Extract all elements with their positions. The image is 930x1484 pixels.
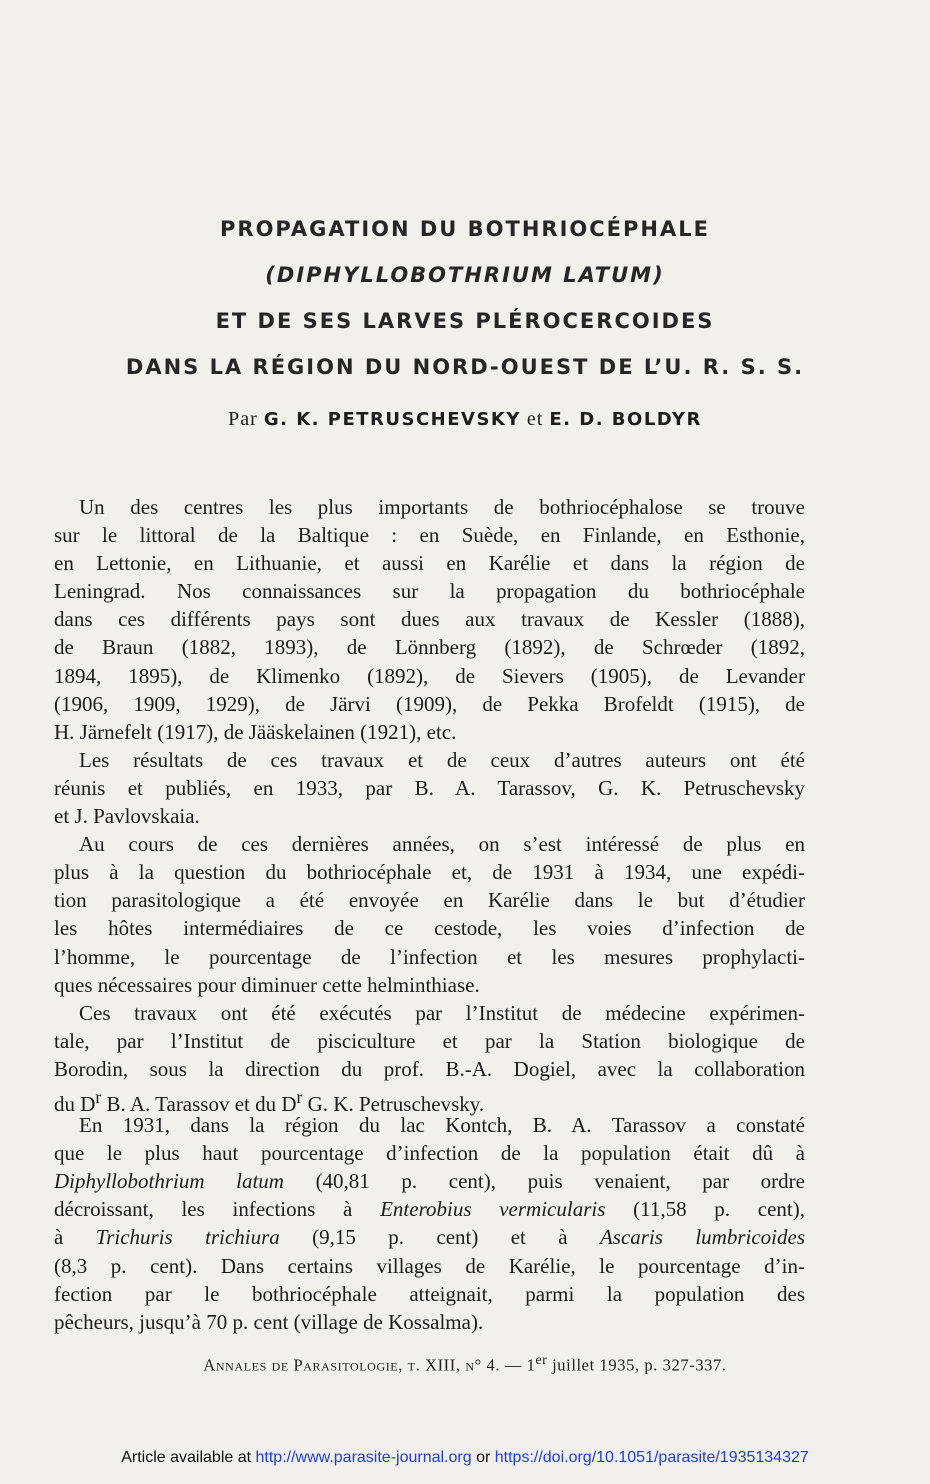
text-run: à xyxy=(54,1225,96,1250)
body-line: (1906, 1909, 1929), de Järvi (1909), de Pekka Brofeldt (1915), de xyxy=(54,691,805,716)
title-line-4: DANS LA RÉGION DU NORD-OUEST DE L’U. R. S. S. xyxy=(125,355,805,379)
body-line: que le plus haut pourcentage d’infection de la population était dû à xyxy=(54,1141,805,1166)
body-line: pêcheurs, jusqu’à 70 p. cent (village de Kossalma). xyxy=(54,1309,484,1334)
body-line: Un des centres les plus importants de bothriocéphalose se trouve xyxy=(79,495,805,519)
body-line xyxy=(54,1223,805,1251)
text-run: G. K. Petruschevsky. xyxy=(302,1091,485,1116)
text-run: (9,15 p. cent) et à xyxy=(279,1225,600,1250)
citation-date: juillet 1935, p. 327-337. xyxy=(547,1355,727,1375)
body-line: fection par le bothriocéphale atteignait, parmi la population des xyxy=(54,1281,805,1306)
body-line: en Lettonie, en Lithuanie, et aussi en Karélie et dans la région de xyxy=(54,551,805,576)
byline xyxy=(0,408,930,431)
body-line: 1894, 1895), de Klimenko (1892), de Sievers (1905), de Levander xyxy=(54,663,805,688)
byline-et: et xyxy=(526,408,544,430)
species-name: Diphyllobothrium latum xyxy=(54,1169,284,1194)
body-line xyxy=(54,1083,805,1116)
superscript: er xyxy=(535,1352,548,1367)
title-line-1: PROPAGATION DU BOTHRIOCÉPHALE xyxy=(220,217,710,241)
byline-par: Par xyxy=(228,408,258,430)
author-1: G. K. PETRUSCHEVSKY xyxy=(263,409,521,430)
text-run: (40,81 p. cent), puis venaient, par ordre xyxy=(283,1169,805,1194)
citation-journal: Annales de Parasitologie, t. XIII, n° 4. — 1 xyxy=(203,1355,536,1375)
journal-link[interactable]: http://www.parasite-journal.org xyxy=(255,1449,472,1466)
body-line: Borodin, sous la direction du prof. B.-A. Dogiel, avec la collaboration xyxy=(54,1056,805,1081)
body-line xyxy=(54,1195,805,1223)
article-title xyxy=(0,206,930,390)
title-line-2: (DIPHYLLOBOTHRIUM LATUM) xyxy=(265,263,665,287)
availability-or: or xyxy=(471,1449,495,1466)
text-run: B. A. Tarassov et du D xyxy=(101,1091,297,1116)
body-line: sur le littoral de la Baltique : en Suède, en Finlande, en Esthonie, xyxy=(54,523,805,548)
journal-citation xyxy=(0,1352,930,1376)
superscript: r xyxy=(296,1086,303,1107)
title-line-3: ET DE SES LARVES PLÉROCERCOIDES xyxy=(215,309,715,333)
doi-link[interactable]: https://doi.org/10.1051/parasite/1935134327 xyxy=(494,1449,809,1466)
body-line: de Braun (1882, 1893), de Lönnberg (1892), de Schrœder (1892, xyxy=(54,635,805,660)
body-line: les hôtes intermédiaires de ce cestode, les voies d’infection de xyxy=(54,916,805,941)
text-run: (11,58 p. cent), xyxy=(605,1197,805,1222)
body-text xyxy=(54,493,805,1336)
body-line: plus à la question du bothriocéphale et, de 1931 à 1934, une expédi- xyxy=(54,860,805,885)
author-2: E. D. BOLDYR xyxy=(549,409,702,430)
body-line: Au cours de ces dernières années, on s’est intéressé de plus en xyxy=(79,832,805,857)
availability-prefix: Article available at xyxy=(121,1449,256,1466)
body-line: tion parasitologique a été envoyée en Karélie dans le but d’étudier xyxy=(54,888,805,913)
text-run: décroissant, les infections à xyxy=(54,1197,381,1222)
body-line xyxy=(54,1167,805,1195)
body-line: Leningrad. Nos connaissances sur la propagation du bothriocéphale xyxy=(54,579,805,604)
body-line: (8,3 p. cent). Dans certains villages de Karélie, le pourcentage d’in- xyxy=(54,1253,805,1278)
body-line: et J. Pavlovskaia. xyxy=(54,804,200,829)
body-line: l’homme, le pourcentage de l’infection et les mesures prophylacti- xyxy=(54,944,805,969)
species-name: Trichuris trichiura xyxy=(95,1225,280,1250)
body-line: H. Järnefelt (1917), de Jääskelainen (1921), etc. xyxy=(54,719,457,744)
body-line: En 1931, dans la région du lac Kontch, B. A. Tarassov a constaté xyxy=(79,1113,805,1138)
superscript: r xyxy=(95,1086,102,1107)
body-line: tale, par l’Institut de pisciculture et par la Station biologique de xyxy=(54,1028,805,1053)
species-name: Ascaris lumbricoides xyxy=(599,1225,805,1250)
availability-note xyxy=(0,1449,930,1467)
body-line: réunis et publiés, en 1933, par B. A. Tarassov, G. K. Petruschevsky xyxy=(54,775,805,800)
body-line: dans ces différents pays sont dues aux travaux de Kessler (1888), xyxy=(54,607,805,632)
text-run: du D xyxy=(54,1091,96,1116)
species-name: Enterobius vermicularis xyxy=(380,1197,606,1222)
body-line: Ces travaux ont été exécutés par l’Institut de médecine expérimen- xyxy=(79,1000,805,1025)
body-line: ques nécessaires pour diminuer cette helminthiase. xyxy=(54,972,480,997)
body-line: Les résultats de ces travaux et de ceux d’autres auteurs ont été xyxy=(79,747,805,772)
